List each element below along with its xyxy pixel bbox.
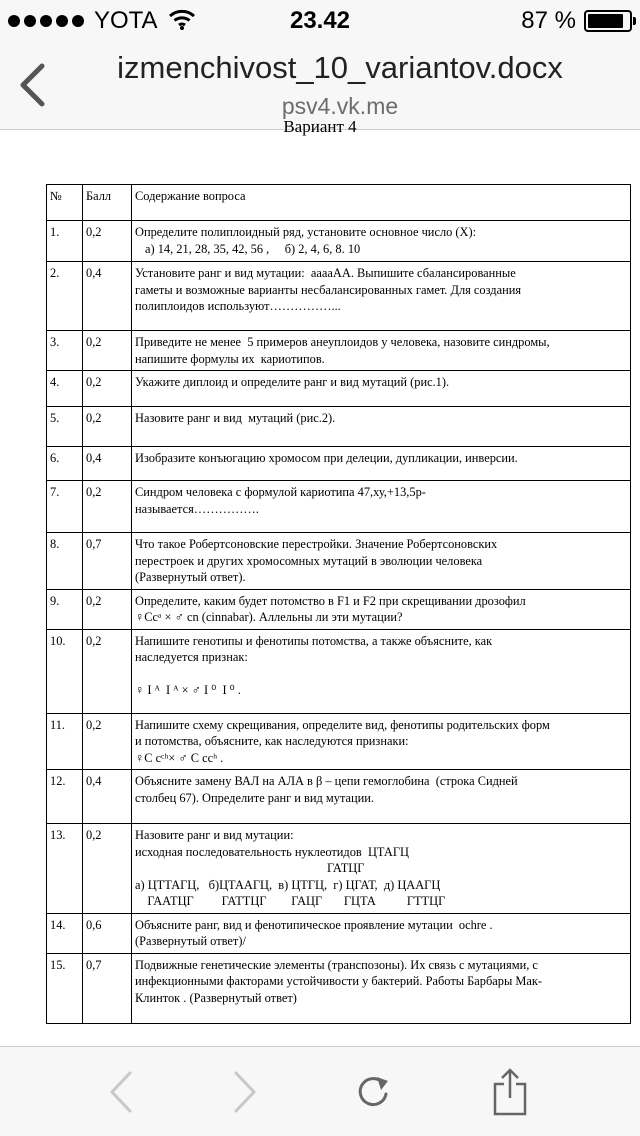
question-score: 0,4: [83, 770, 132, 824]
question-number: 12.: [47, 770, 83, 824]
battery-level: [588, 14, 623, 28]
question-text: [132, 331, 631, 371]
question-text: [132, 407, 631, 447]
question-number: 3.: [47, 331, 83, 371]
table-row: [47, 770, 631, 824]
chevron-left-icon: [17, 62, 47, 108]
status-right: [521, 7, 632, 35]
document-viewer[interactable]: [0, 117, 640, 1046]
question-line: ГААТЦГ ГАТТЦГ ГАЦГ ГЦТА ГТТЦГ: [135, 894, 446, 908]
question-number: 6.: [47, 447, 83, 481]
column-header-number: №: [47, 185, 83, 221]
table-row: [47, 481, 631, 533]
wifi-icon: [168, 8, 196, 35]
question-line: ♀C cᶜʰ× ♂ C ccʰ .: [135, 750, 224, 765]
status-bar: [0, 0, 640, 40]
table-row: [47, 713, 631, 770]
question-number: 4.: [47, 371, 83, 407]
table-row: [47, 953, 631, 1023]
question-line: столбец 67). Определите ранг и вид мутации.: [135, 790, 374, 805]
table-row: [47, 533, 631, 590]
question-score: 0,7: [83, 953, 132, 1023]
question-number: 10.: [47, 629, 83, 713]
question-score: 0,2: [83, 371, 132, 407]
table-header-row: [47, 185, 631, 221]
chevron-left-icon: [108, 1070, 134, 1114]
question-line: Напишите схему скрещивания, определите вид, фенотипы родительских форм: [135, 717, 550, 732]
question-text: [132, 221, 631, 262]
question-line: (Развернутый ответ).: [135, 570, 246, 584]
question-number: 15.: [47, 953, 83, 1023]
question-score: 0,6: [83, 913, 132, 953]
battery-percent: 87 %: [521, 7, 576, 34]
question-score: 0,2: [83, 713, 132, 770]
question-text: [132, 770, 631, 824]
question-score: 0,4: [83, 262, 132, 331]
question-line: (Развернутый ответ)/: [135, 934, 246, 948]
question-line: Синдром человека с формулой кариотипа 47,ху,+13,5р-: [135, 485, 426, 499]
question-score: 0,2: [83, 589, 132, 629]
question-text: [132, 913, 631, 953]
question-text: [132, 589, 631, 629]
question-line: Клинток . (Развернутый ответ): [135, 990, 297, 1005]
back-nav-button[interactable]: [96, 1067, 146, 1117]
question-line: Укажите диплоид и определите ранг и вид мутаций (рис.1).: [135, 375, 450, 389]
question-line: Назовите ранг и вид мутаций (рис.2).: [135, 411, 336, 425]
question-number: 5.: [47, 407, 83, 447]
question-score: 0,2: [83, 824, 132, 914]
question-line: наследуется признак:: [135, 650, 248, 664]
question-text: [132, 953, 631, 1023]
question-number: 14.: [47, 913, 83, 953]
question-line: и потомства, объясните, как наследуются признаки:: [135, 734, 409, 748]
question-number: 7.: [47, 481, 83, 533]
clock: 23.42: [289, 7, 351, 34]
question-text: [132, 533, 631, 590]
question-line: Напишите генотипы и фенотипы потомства, а также объясните, как: [135, 633, 493, 648]
question-line: Что такое Робертсоновские перестройки. Значение Робертсоновских: [135, 537, 498, 551]
table-row: [47, 824, 631, 914]
column-header-question: Содержание вопроса: [132, 185, 631, 221]
question-line: а) ЦТТАГЦ, б)ЦТААГЦ, в) ЦТГЦ, г) ЦГАТ, д) ЦААГЦ: [135, 877, 441, 892]
question-score: 0,7: [83, 533, 132, 590]
column-header-score: Балл: [83, 185, 132, 221]
reload-icon: [353, 1072, 393, 1112]
back-button[interactable]: [10, 58, 54, 112]
variant-heading: Вариант 4: [283, 117, 357, 136]
question-number: 11.: [47, 713, 83, 770]
questions-table: [46, 184, 631, 1024]
question-line: ♀Ccᵃ × ♂ cn (cinnabar). Аллельны ли эти мутации?: [135, 610, 403, 624]
question-line: Подвижные генетические элементы (транспозоны). Их связь с мутациями, с: [135, 957, 538, 972]
table-row: [47, 371, 631, 407]
question-score: 0,4: [83, 447, 132, 481]
question-line: а) 14, 21, 28, 35, 42, 56 , б) 2, 4, 6, 8. 10: [145, 241, 361, 256]
question-line: ♀ I ᴬ I ᴬ × ♂ I ⁰ I ⁰ .: [135, 682, 241, 697]
question-score: 0,2: [83, 221, 132, 262]
reload-button[interactable]: [348, 1067, 398, 1117]
question-line: гаметы и возможные варианты несбалансированных гамет. Для создания: [135, 282, 522, 297]
share-button[interactable]: [485, 1067, 535, 1117]
question-line: исходная последовательность нуклеотидов ЦТАГЦ: [135, 844, 409, 859]
question-score: 0,2: [83, 331, 132, 371]
table-row: [47, 407, 631, 447]
question-line: ГАТЦГ: [135, 861, 365, 875]
question-score: 0,2: [83, 629, 132, 713]
question-number: 13.: [47, 824, 83, 914]
battery-icon: [584, 10, 632, 32]
question-line: Объясните ранг, вид и фенотипическое проявление мутации ochre .: [135, 917, 493, 932]
question-line: Изобразите конъюгацию хромосом при делеции, дупликации, инверсии.: [135, 451, 518, 465]
question-line: напишите формулы их кариотипов.: [135, 351, 325, 366]
question-number: 9.: [47, 589, 83, 629]
bottom-toolbar: [0, 1046, 640, 1136]
question-line: Определите, каким будет потомство в F1 и F2 при скрещивании дрозофил: [135, 593, 526, 608]
question-line: [135, 666, 627, 682]
question-text: [132, 371, 631, 407]
carrier-name: YOTA: [94, 7, 158, 34]
question-text: [132, 262, 631, 331]
question-score: 0,2: [83, 481, 132, 533]
table-row: [47, 262, 631, 331]
signal-strength-icon: [8, 15, 84, 27]
question-number: 8.: [47, 533, 83, 590]
question-number: 2.: [47, 262, 83, 331]
question-text: [132, 824, 631, 914]
question-number: 1.: [47, 221, 83, 262]
document-host: psv4.vk.me: [281, 93, 399, 119]
table-row: [47, 331, 631, 371]
question-text: [132, 713, 631, 770]
question-line: Назовите ранг и вид мутации:: [135, 828, 294, 842]
question-line: перестроек и других хромосомных мутаций в эволюции человека: [135, 553, 483, 568]
question-text: [132, 629, 631, 713]
table-row: [47, 589, 631, 629]
question-line: полиплоидов используют……………...: [135, 299, 341, 313]
table-row: [47, 221, 631, 262]
forward-nav-button[interactable]: [220, 1067, 270, 1117]
question-line: Установите ранг и вид мутации: ааааАА. Выпишите сбалансированные: [135, 266, 516, 280]
question-score: 0,2: [83, 407, 132, 447]
question-line: инфекционными факторами устойчивости у бактерий. Работы Барбары Мак-: [135, 974, 543, 988]
chevron-right-icon: [232, 1070, 258, 1114]
question-line: Определите полиплоидный ряд, установите основное число (Х):: [135, 225, 477, 239]
document-title: izmenchivost_10_variantov.docx: [117, 50, 563, 85]
question-line: Приведите не менее 5 примеров анеуплоидов у человека, назовите синдромы,: [135, 335, 550, 349]
question-line: называется…………….: [135, 501, 259, 516]
table-row: [47, 447, 631, 481]
table-row: [47, 913, 631, 953]
table-row: [47, 629, 631, 713]
share-icon: [491, 1068, 529, 1116]
question-line: Объясните замену ВАЛ на АЛА в β – цепи гемоглобина (строка Сидней: [135, 774, 518, 788]
question-text: [132, 481, 631, 533]
status-left: [8, 7, 196, 35]
question-text: [132, 447, 631, 481]
